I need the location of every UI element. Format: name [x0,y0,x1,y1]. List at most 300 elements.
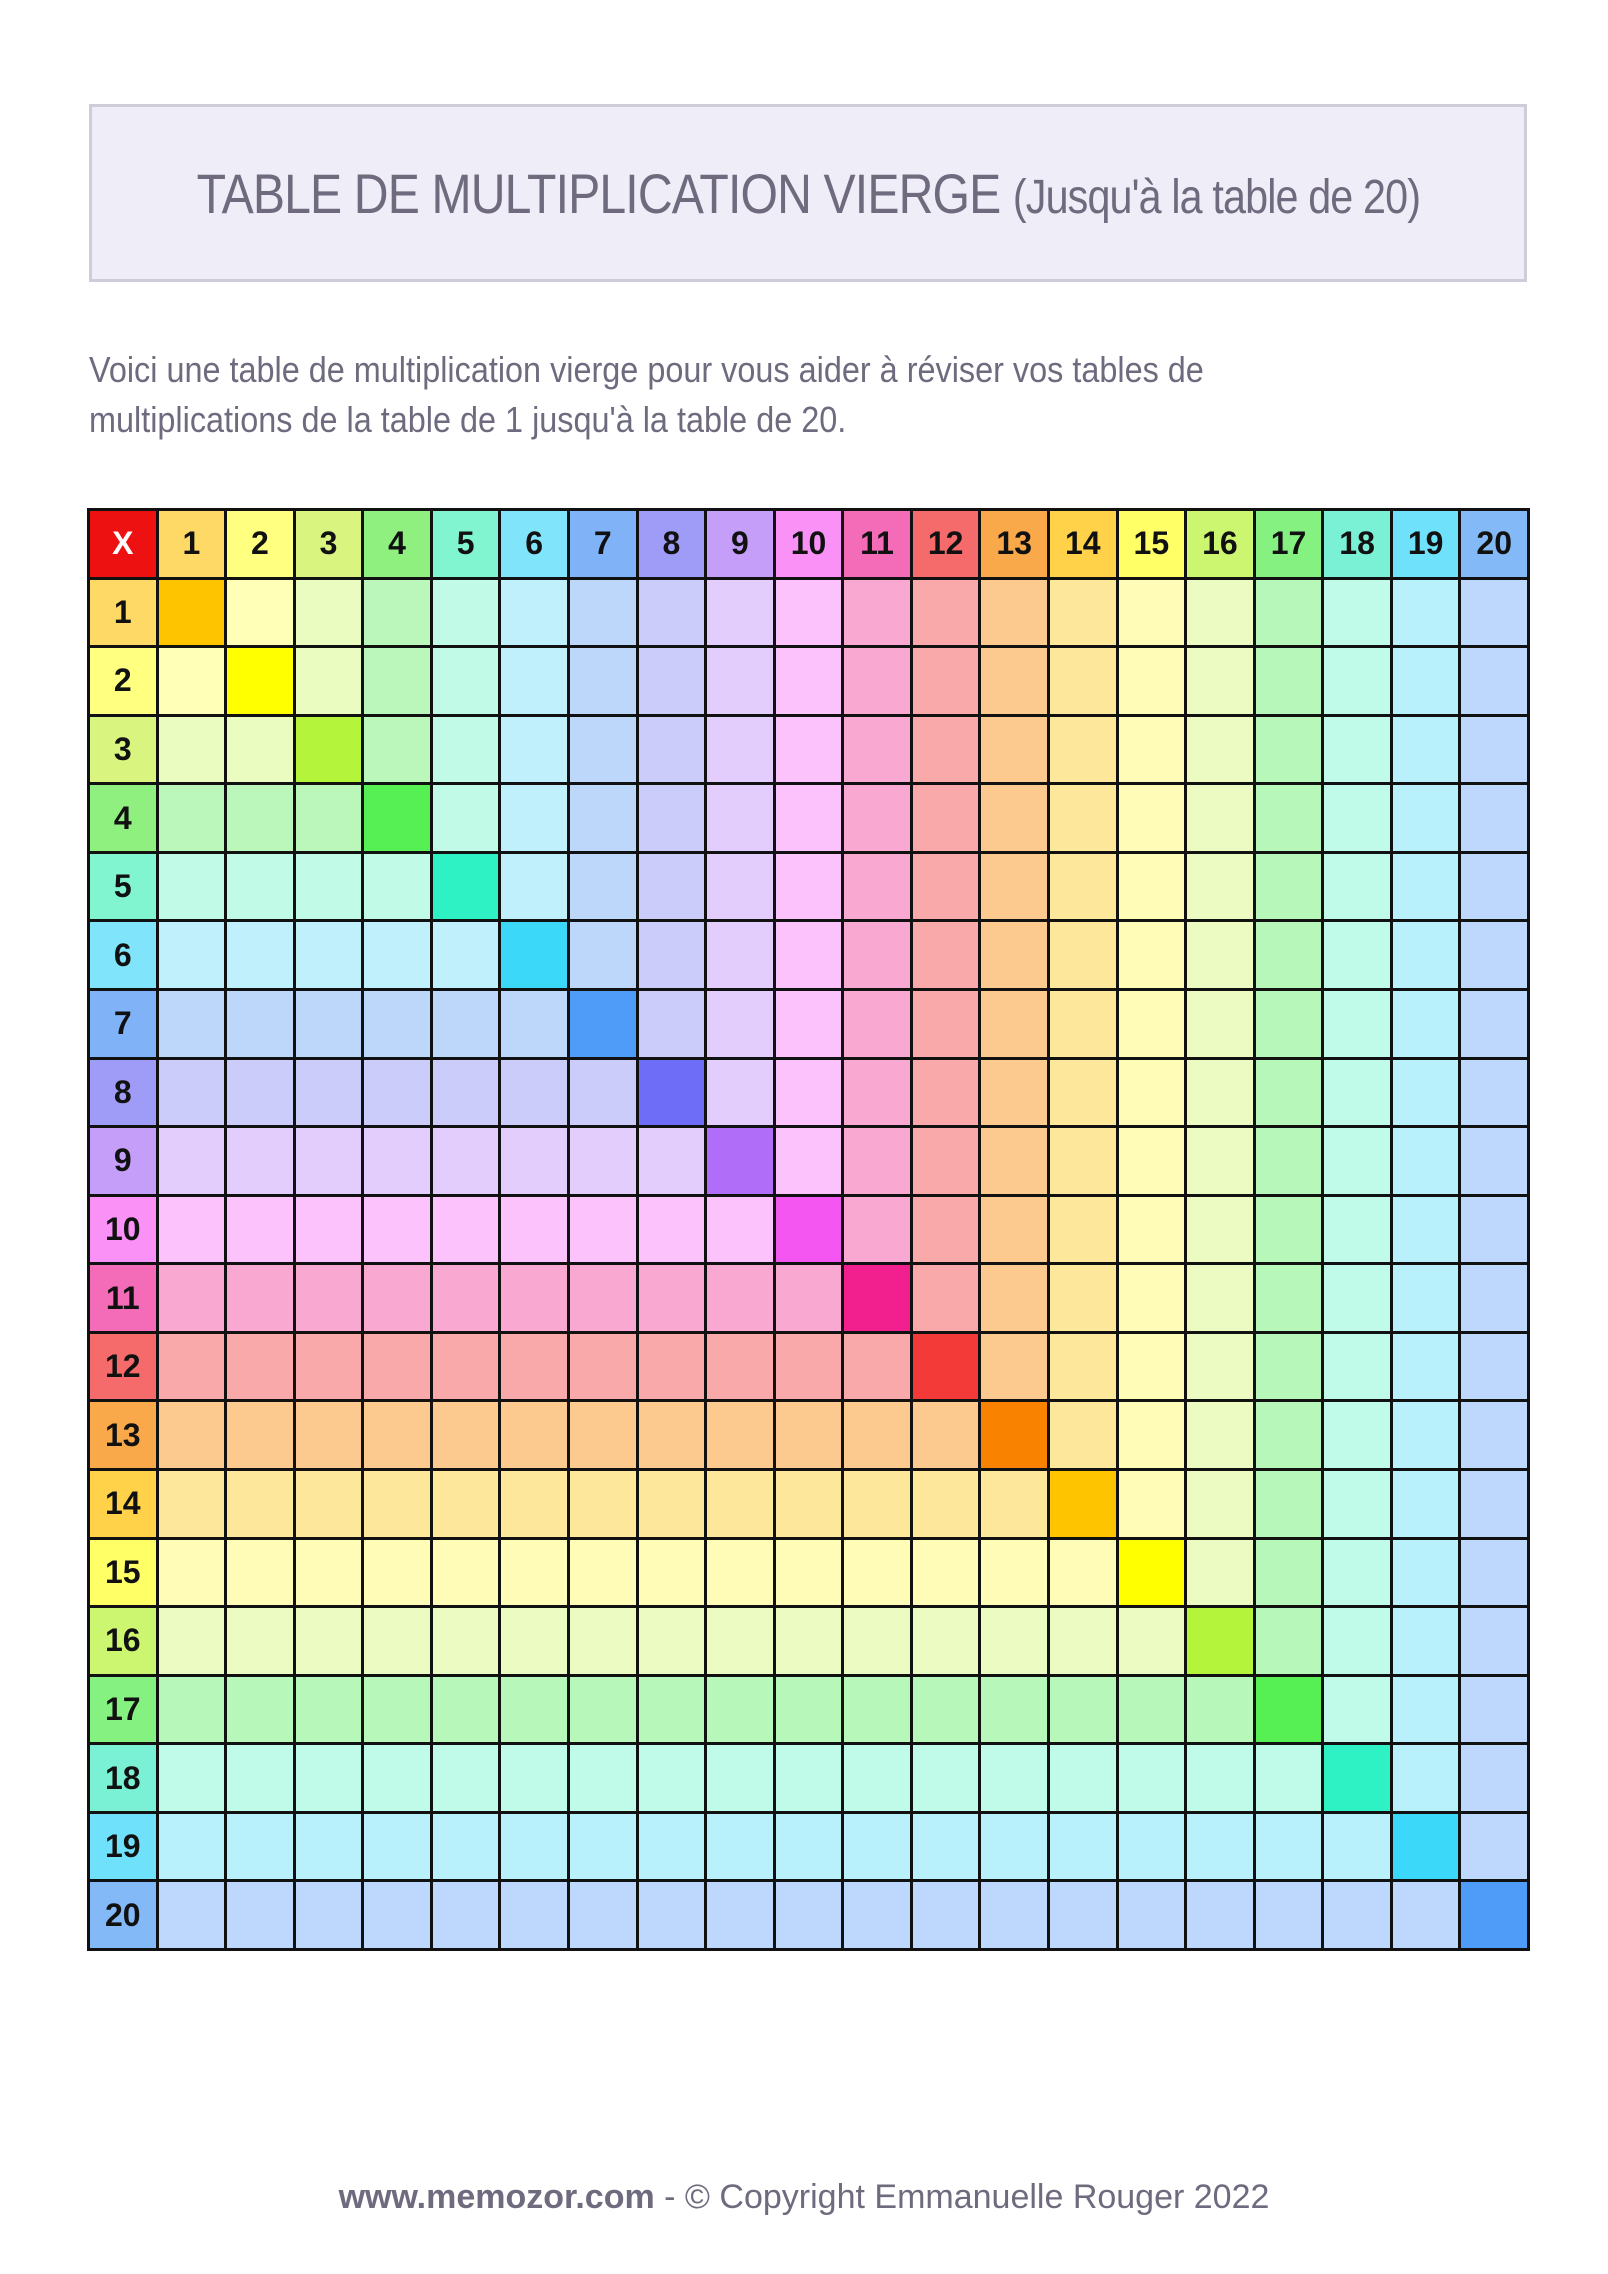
table-cell[interactable] [1187,648,1253,714]
table-cell[interactable] [639,1128,705,1194]
table-cell[interactable] [227,1197,293,1263]
table-cell[interactable] [639,1608,705,1674]
table-cell[interactable] [433,854,499,920]
table-cell[interactable] [1050,1814,1116,1880]
table-cell[interactable] [707,1197,773,1263]
table-cell[interactable] [981,1128,1047,1194]
table-cell[interactable] [433,1197,499,1263]
table-cell[interactable] [707,1882,773,1948]
table-cell[interactable] [1461,785,1527,851]
table-cell[interactable] [981,1471,1047,1537]
table-cell[interactable] [364,1402,430,1468]
table-cell[interactable] [570,1677,636,1743]
table-cell[interactable] [296,1471,362,1537]
table-cell[interactable] [570,922,636,988]
table-cell[interactable] [776,717,842,783]
table-cell[interactable] [227,1060,293,1126]
table-cell[interactable] [1050,1471,1116,1537]
table-cell[interactable] [433,785,499,851]
table-cell[interactable] [159,1060,225,1126]
table-cell[interactable] [501,1334,567,1400]
table-cell[interactable] [433,1402,499,1468]
table-cell[interactable] [1393,1745,1459,1811]
table-cell[interactable] [1461,648,1527,714]
table-cell[interactable] [1324,1334,1390,1400]
table-cell[interactable] [1187,1128,1253,1194]
table-cell[interactable] [1324,1677,1390,1743]
table-cell[interactable] [1393,580,1459,646]
table-cell[interactable] [981,1197,1047,1263]
table-cell[interactable] [501,1265,567,1331]
table-cell[interactable] [433,1882,499,1948]
table-cell[interactable] [296,1540,362,1606]
table-cell[interactable] [776,991,842,1057]
table-cell[interactable] [1256,854,1322,920]
table-cell[interactable] [1256,717,1322,783]
table-cell[interactable] [981,1540,1047,1606]
table-cell[interactable] [1050,854,1116,920]
table-cell[interactable] [159,1128,225,1194]
table-cell[interactable] [364,1882,430,1948]
table-cell[interactable] [1393,1197,1459,1263]
table-cell[interactable] [844,1745,910,1811]
table-cell[interactable] [570,1608,636,1674]
table-cell[interactable] [639,580,705,646]
table-cell[interactable] [1050,785,1116,851]
table-cell[interactable] [913,648,979,714]
table-cell[interactable] [981,1060,1047,1126]
table-cell[interactable] [1393,1471,1459,1537]
table-cell[interactable] [707,785,773,851]
table-cell[interactable] [501,1677,567,1743]
table-cell[interactable] [776,1677,842,1743]
table-cell[interactable] [913,1471,979,1537]
table-cell[interactable] [296,1745,362,1811]
table-cell[interactable] [776,1265,842,1331]
table-cell[interactable] [570,1197,636,1263]
table-cell[interactable] [1119,1608,1185,1674]
table-cell[interactable] [570,1882,636,1948]
table-cell[interactable] [1461,1265,1527,1331]
table-cell[interactable] [296,1197,362,1263]
table-cell[interactable] [913,1128,979,1194]
table-cell[interactable] [1393,1060,1459,1126]
table-cell[interactable] [1050,1334,1116,1400]
table-cell[interactable] [1256,1608,1322,1674]
table-cell[interactable] [1324,1197,1390,1263]
table-cell[interactable] [913,1814,979,1880]
table-cell[interactable] [570,580,636,646]
table-cell[interactable] [913,1540,979,1606]
table-cell[interactable] [1393,1402,1459,1468]
table-cell[interactable] [1393,1128,1459,1194]
footer-site-link[interactable]: www.memozor.com [338,2178,655,2216]
table-cell[interactable] [639,1677,705,1743]
table-cell[interactable] [501,1814,567,1880]
table-cell[interactable] [364,1471,430,1537]
table-cell[interactable] [1461,1540,1527,1606]
table-cell[interactable] [639,1814,705,1880]
table-cell[interactable] [1461,1814,1527,1880]
table-cell[interactable] [913,1402,979,1468]
table-cell[interactable] [159,991,225,1057]
table-cell[interactable] [913,922,979,988]
table-cell[interactable] [1050,1882,1116,1948]
table-cell[interactable] [1187,1334,1253,1400]
table-cell[interactable] [1119,1402,1185,1468]
table-cell[interactable] [1187,1745,1253,1811]
table-cell[interactable] [1256,1402,1322,1468]
table-cell[interactable] [364,922,430,988]
table-cell[interactable] [1324,1060,1390,1126]
table-cell[interactable] [1324,1745,1390,1811]
table-cell[interactable] [844,1814,910,1880]
table-cell[interactable] [570,1745,636,1811]
table-cell[interactable] [844,1060,910,1126]
table-cell[interactable] [1050,717,1116,783]
table-cell[interactable] [296,1608,362,1674]
table-cell[interactable] [364,1128,430,1194]
table-cell[interactable] [1187,1265,1253,1331]
table-cell[interactable] [1050,1608,1116,1674]
table-cell[interactable] [1461,1402,1527,1468]
table-cell[interactable] [1119,1745,1185,1811]
table-cell[interactable] [364,785,430,851]
table-cell[interactable] [981,1745,1047,1811]
table-cell[interactable] [1187,854,1253,920]
table-cell[interactable] [913,1334,979,1400]
table-cell[interactable] [570,1060,636,1126]
table-cell[interactable] [844,1882,910,1948]
table-cell[interactable] [844,1197,910,1263]
table-cell[interactable] [1256,1060,1322,1126]
table-cell[interactable] [1119,1197,1185,1263]
table-cell[interactable] [501,1608,567,1674]
table-cell[interactable] [981,1608,1047,1674]
table-cell[interactable] [364,1060,430,1126]
table-cell[interactable] [1256,1334,1322,1400]
table-cell[interactable] [1187,717,1253,783]
table-cell[interactable] [1461,1745,1527,1811]
table-cell[interactable] [159,1334,225,1400]
table-cell[interactable] [776,854,842,920]
table-cell[interactable] [639,1882,705,1948]
table-cell[interactable] [639,785,705,851]
table-cell[interactable] [227,1128,293,1194]
table-cell[interactable] [296,991,362,1057]
table-cell[interactable] [1050,1540,1116,1606]
table-cell[interactable] [844,1677,910,1743]
table-cell[interactable] [364,854,430,920]
table-cell[interactable] [1119,1814,1185,1880]
table-cell[interactable] [1187,1197,1253,1263]
table-cell[interactable] [913,1197,979,1263]
table-cell[interactable] [364,1265,430,1331]
table-cell[interactable] [296,1814,362,1880]
table-cell[interactable] [913,1060,979,1126]
table-cell[interactable] [501,1745,567,1811]
table-cell[interactable] [776,1540,842,1606]
table-cell[interactable] [159,1402,225,1468]
table-cell[interactable] [227,922,293,988]
table-cell[interactable] [501,1471,567,1537]
table-cell[interactable] [159,580,225,646]
table-cell[interactable] [844,854,910,920]
table-cell[interactable] [159,1540,225,1606]
table-cell[interactable] [159,1608,225,1674]
table-cell[interactable] [296,717,362,783]
table-cell[interactable] [1119,1540,1185,1606]
table-cell[interactable] [1393,717,1459,783]
table-cell[interactable] [981,580,1047,646]
table-cell[interactable] [433,580,499,646]
table-cell[interactable] [1187,580,1253,646]
table-cell[interactable] [364,991,430,1057]
table-cell[interactable] [1324,1471,1390,1537]
table-cell[interactable] [981,1814,1047,1880]
table-cell[interactable] [844,1402,910,1468]
table-cell[interactable] [639,854,705,920]
table-cell[interactable] [364,1608,430,1674]
table-cell[interactable] [364,1677,430,1743]
table-cell[interactable] [501,1128,567,1194]
table-cell[interactable] [707,717,773,783]
table-cell[interactable] [1393,1677,1459,1743]
table-cell[interactable] [913,785,979,851]
table-cell[interactable] [639,1471,705,1537]
table-cell[interactable] [1324,1608,1390,1674]
table-cell[interactable] [844,1128,910,1194]
table-cell[interactable] [639,1402,705,1468]
table-cell[interactable] [1119,854,1185,920]
table-cell[interactable] [364,1540,430,1606]
table-cell[interactable] [1324,1265,1390,1331]
table-cell[interactable] [1119,580,1185,646]
table-cell[interactable] [707,1265,773,1331]
table-cell[interactable] [913,1608,979,1674]
table-cell[interactable] [1393,1882,1459,1948]
table-cell[interactable] [570,785,636,851]
table-cell[interactable] [570,854,636,920]
table-cell[interactable] [776,785,842,851]
table-cell[interactable] [227,1265,293,1331]
table-cell[interactable] [1324,1814,1390,1880]
table-cell[interactable] [1461,922,1527,988]
table-cell[interactable] [1324,785,1390,851]
table-cell[interactable] [639,1540,705,1606]
table-cell[interactable] [1256,785,1322,851]
table-cell[interactable] [1393,1608,1459,1674]
table-cell[interactable] [776,1882,842,1948]
table-cell[interactable] [433,1128,499,1194]
table-cell[interactable] [1119,785,1185,851]
table-cell[interactable] [227,1402,293,1468]
table-cell[interactable] [1119,922,1185,988]
table-cell[interactable] [1461,1128,1527,1194]
table-cell[interactable] [227,1334,293,1400]
table-cell[interactable] [1393,991,1459,1057]
table-cell[interactable] [570,1471,636,1537]
table-cell[interactable] [1461,580,1527,646]
table-cell[interactable] [1393,1265,1459,1331]
table-cell[interactable] [227,1540,293,1606]
table-cell[interactable] [570,1334,636,1400]
table-cell[interactable] [570,1540,636,1606]
table-cell[interactable] [501,580,567,646]
table-cell[interactable] [1187,1540,1253,1606]
table-cell[interactable] [913,854,979,920]
table-cell[interactable] [1256,1197,1322,1263]
table-cell[interactable] [844,1334,910,1400]
table-cell[interactable] [707,580,773,646]
table-cell[interactable] [364,717,430,783]
table-cell[interactable] [227,580,293,646]
table-cell[interactable] [1324,717,1390,783]
table-cell[interactable] [159,1677,225,1743]
table-cell[interactable] [296,580,362,646]
table-cell[interactable] [1119,1334,1185,1400]
table-cell[interactable] [1050,1265,1116,1331]
table-cell[interactable] [844,1540,910,1606]
table-cell[interactable] [913,717,979,783]
table-cell[interactable] [159,1197,225,1263]
table-cell[interactable] [639,648,705,714]
table-cell[interactable] [776,1334,842,1400]
table-cell[interactable] [227,1608,293,1674]
table-cell[interactable] [1187,1402,1253,1468]
table-cell[interactable] [981,785,1047,851]
table-cell[interactable] [227,1471,293,1537]
table-cell[interactable] [1187,1608,1253,1674]
table-cell[interactable] [296,785,362,851]
table-cell[interactable] [433,1814,499,1880]
table-cell[interactable] [1119,1060,1185,1126]
table-cell[interactable] [296,1334,362,1400]
table-cell[interactable] [1050,1402,1116,1468]
table-cell[interactable] [1461,717,1527,783]
table-cell[interactable] [1187,1471,1253,1537]
table-cell[interactable] [913,1265,979,1331]
table-cell[interactable] [707,1745,773,1811]
table-cell[interactable] [296,1265,362,1331]
table-cell[interactable] [501,785,567,851]
table-cell[interactable] [981,717,1047,783]
table-cell[interactable] [296,1128,362,1194]
table-cell[interactable] [1393,785,1459,851]
table-cell[interactable] [844,648,910,714]
table-cell[interactable] [1461,1608,1527,1674]
table-cell[interactable] [364,1197,430,1263]
table-cell[interactable] [501,854,567,920]
table-cell[interactable] [1393,1334,1459,1400]
table-cell[interactable] [707,1128,773,1194]
table-cell[interactable] [501,1402,567,1468]
table-cell[interactable] [776,922,842,988]
table-cell[interactable] [1050,1060,1116,1126]
table-cell[interactable] [707,1814,773,1880]
table-cell[interactable] [981,1677,1047,1743]
table-cell[interactable] [570,1814,636,1880]
table-cell[interactable] [227,648,293,714]
table-cell[interactable] [570,648,636,714]
table-cell[interactable] [913,1677,979,1743]
table-cell[interactable] [1461,1334,1527,1400]
table-cell[interactable] [1461,1197,1527,1263]
table-cell[interactable] [844,1608,910,1674]
table-cell[interactable] [639,922,705,988]
table-cell[interactable] [1256,1471,1322,1537]
table-cell[interactable] [433,922,499,988]
table-cell[interactable] [1119,648,1185,714]
table-cell[interactable] [1324,1128,1390,1194]
table-cell[interactable] [1119,717,1185,783]
table-cell[interactable] [981,854,1047,920]
table-cell[interactable] [707,1334,773,1400]
table-cell[interactable] [296,1677,362,1743]
table-cell[interactable] [433,1471,499,1537]
table-cell[interactable] [296,1060,362,1126]
table-cell[interactable] [1324,1540,1390,1606]
table-cell[interactable] [227,717,293,783]
table-cell[interactable] [707,648,773,714]
table-cell[interactable] [433,1540,499,1606]
table-cell[interactable] [707,991,773,1057]
table-cell[interactable] [1256,1128,1322,1194]
table-cell[interactable] [433,1745,499,1811]
table-cell[interactable] [433,1677,499,1743]
table-cell[interactable] [296,854,362,920]
table-cell[interactable] [159,1814,225,1880]
table-cell[interactable] [159,1471,225,1537]
table-cell[interactable] [433,1060,499,1126]
table-cell[interactable] [1461,991,1527,1057]
table-cell[interactable] [227,1677,293,1743]
table-cell[interactable] [159,717,225,783]
table-cell[interactable] [364,1334,430,1400]
table-cell[interactable] [227,1882,293,1948]
table-cell[interactable] [501,1060,567,1126]
table-cell[interactable] [227,1745,293,1811]
table-cell[interactable] [501,648,567,714]
table-cell[interactable] [433,1608,499,1674]
table-cell[interactable] [1256,1677,1322,1743]
table-cell[interactable] [1461,1882,1527,1948]
table-cell[interactable] [844,785,910,851]
table-cell[interactable] [296,1882,362,1948]
table-cell[interactable] [1119,991,1185,1057]
table-cell[interactable] [1119,1128,1185,1194]
table-cell[interactable] [707,1540,773,1606]
table-cell[interactable] [844,1471,910,1537]
table-cell[interactable] [707,1677,773,1743]
table-cell[interactable] [981,1402,1047,1468]
table-cell[interactable] [1187,1814,1253,1880]
table-cell[interactable] [1187,922,1253,988]
table-cell[interactable] [981,991,1047,1057]
table-cell[interactable] [1324,922,1390,988]
table-cell[interactable] [364,580,430,646]
table-cell[interactable] [981,648,1047,714]
table-cell[interactable] [1050,1745,1116,1811]
table-cell[interactable] [913,1745,979,1811]
table-cell[interactable] [1393,1814,1459,1880]
table-cell[interactable] [1324,854,1390,920]
table-cell[interactable] [433,991,499,1057]
table-cell[interactable] [707,1608,773,1674]
table-cell[interactable] [707,1402,773,1468]
table-cell[interactable] [913,580,979,646]
table-cell[interactable] [227,1814,293,1880]
